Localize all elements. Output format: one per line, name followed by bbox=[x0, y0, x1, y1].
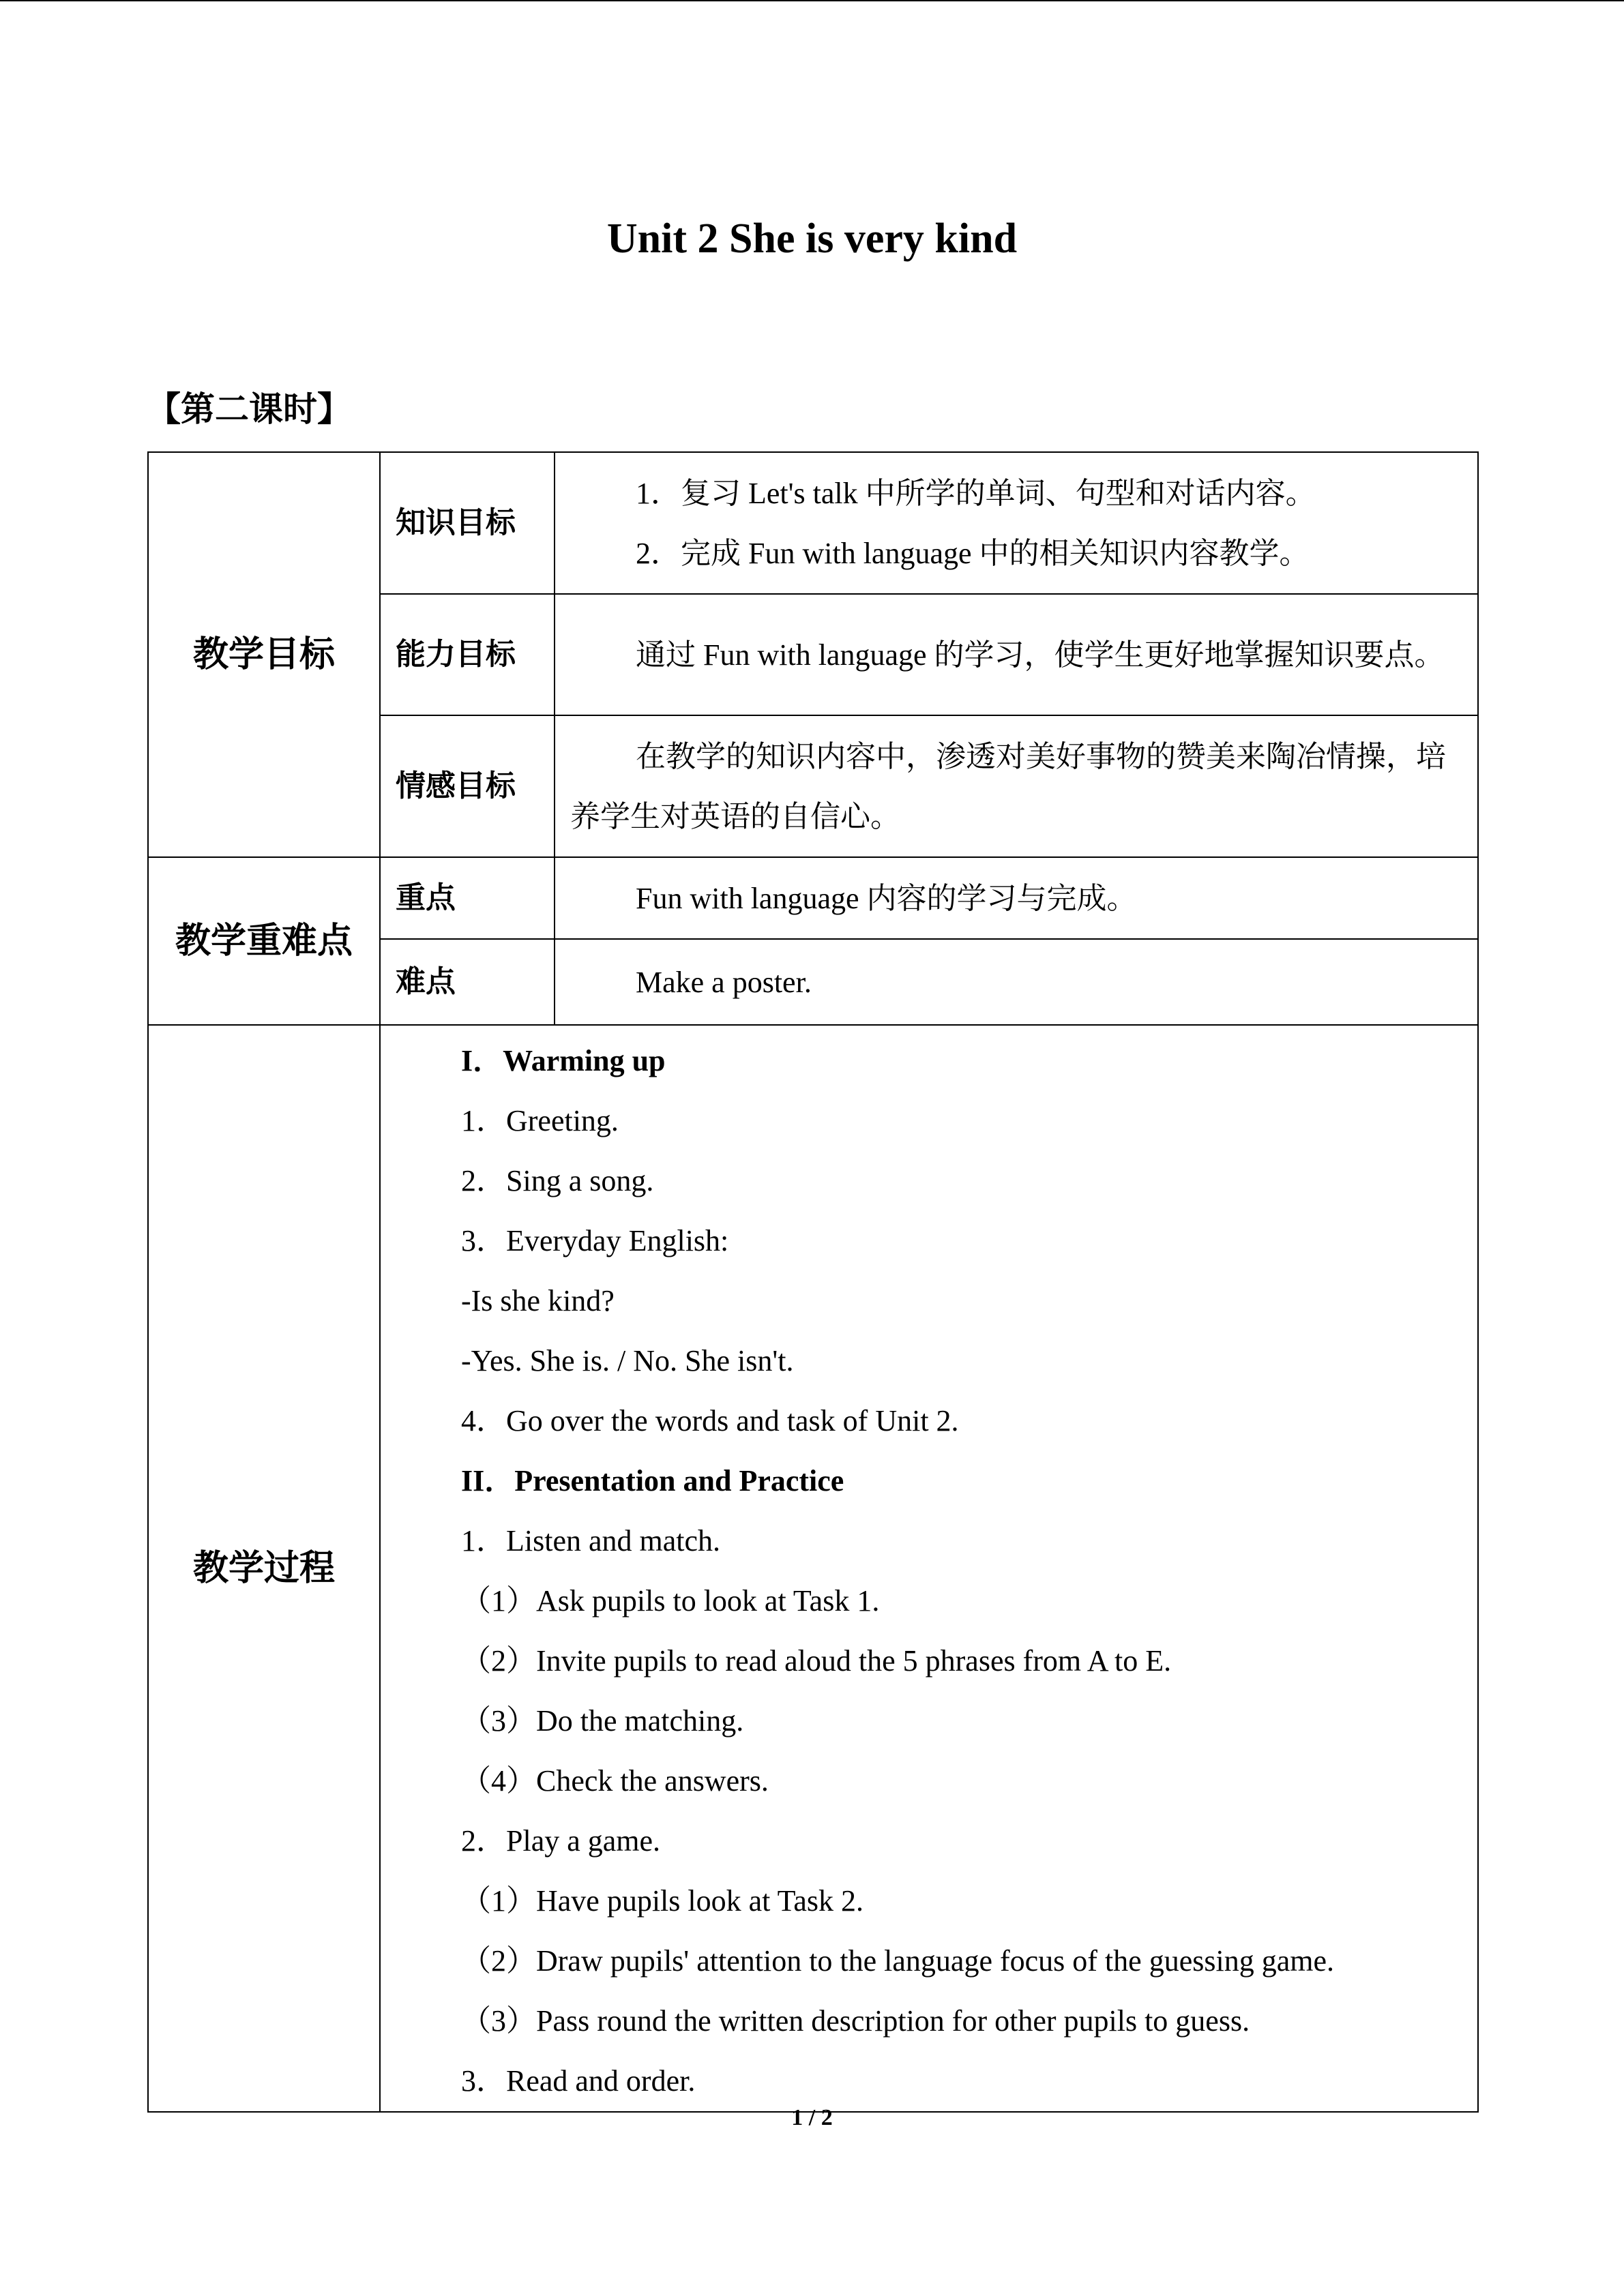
process-heading: I．Warming up bbox=[461, 1044, 666, 1077]
process-step: （3）Pass round the written description for other pupils to guess. bbox=[461, 2004, 1250, 2038]
ability-objective-content bbox=[555, 594, 1478, 715]
focus-content bbox=[555, 857, 1478, 939]
process-heading: II．Presentation and Practice bbox=[461, 1464, 844, 1497]
process-step: （3）Do the matching. bbox=[461, 1704, 744, 1738]
process-step: （1）Have pupils look at Task 2. bbox=[461, 1884, 864, 1918]
process-step: 2．Sing a song. bbox=[461, 1164, 654, 1197]
top-border-rule bbox=[0, 0, 1624, 1]
process-step: -Yes. She is. / No. She isn't. bbox=[461, 1344, 794, 1377]
lesson-plan-table bbox=[147, 451, 1479, 2113]
emotion-text: 在教学的知识内容中，渗透对美好事物的赞美来陶冶情操，培养学生对英语的自信心。 bbox=[570, 740, 1446, 833]
page-number: 1 / 2 bbox=[791, 2105, 833, 2130]
table-row-focus bbox=[148, 857, 1478, 939]
process-step: 4．Go over the words and task of Unit 2. bbox=[461, 1404, 959, 1437]
process-step: （2）Draw pupils' attention to the language focus of the guessing game. bbox=[461, 1944, 1334, 1978]
label-emotion-objective: 情感目标 bbox=[380, 715, 555, 857]
category-objectives: 教学目标 bbox=[148, 452, 380, 857]
document-title: Unit 2 She is very kind bbox=[606, 215, 1018, 262]
table-row-knowledge bbox=[148, 452, 1478, 594]
process-content bbox=[380, 1025, 1478, 2112]
process-step: 3．Everyday English: bbox=[461, 1224, 729, 1257]
process-step: 3．Read and order. bbox=[461, 2064, 696, 2098]
process-step: 2．Play a game. bbox=[461, 1824, 661, 1858]
knowledge-line-2: 2．完成 Fun with language 中的相关知识内容教学。 bbox=[636, 537, 1310, 570]
table-row-process bbox=[148, 1025, 1478, 2112]
difficulty-content bbox=[555, 939, 1478, 1025]
ability-text: 通过 Fun with language 的学习，使学生更好地掌握知识要点。 bbox=[636, 638, 1445, 672]
category-process: 教学过程 bbox=[148, 1025, 380, 2112]
category-key-points: 教学重难点 bbox=[148, 857, 380, 1025]
process-step: -Is she kind? bbox=[461, 1284, 615, 1317]
focus-text: Fun with language 内容的学习与完成。 bbox=[636, 882, 1137, 915]
process-step: 1．Listen and match. bbox=[461, 1524, 721, 1557]
label-difficulty: 难点 bbox=[380, 939, 555, 1025]
knowledge-objective-content bbox=[555, 452, 1478, 594]
process-step: （4）Check the answers. bbox=[461, 1764, 769, 1798]
section-label: 【第二课时】 bbox=[147, 389, 351, 429]
label-knowledge-objective: 知识目标 bbox=[380, 452, 555, 594]
process-step: 1．Greeting. bbox=[461, 1104, 619, 1137]
emotion-objective-content bbox=[555, 715, 1478, 857]
knowledge-line-1: 1．复习 Let's talk 中所学的单词、句型和对话内容。 bbox=[636, 477, 1316, 510]
process-step: （1）Ask pupils to look at Task 1. bbox=[461, 1584, 880, 1617]
process-step: （2）Invite pupils to read aloud the 5 phrases from A to E. bbox=[461, 1644, 1172, 1678]
label-ability-objective: 能力目标 bbox=[380, 594, 555, 715]
label-focus: 重点 bbox=[380, 857, 555, 939]
difficulty-text: Make a poster. bbox=[636, 966, 812, 999]
